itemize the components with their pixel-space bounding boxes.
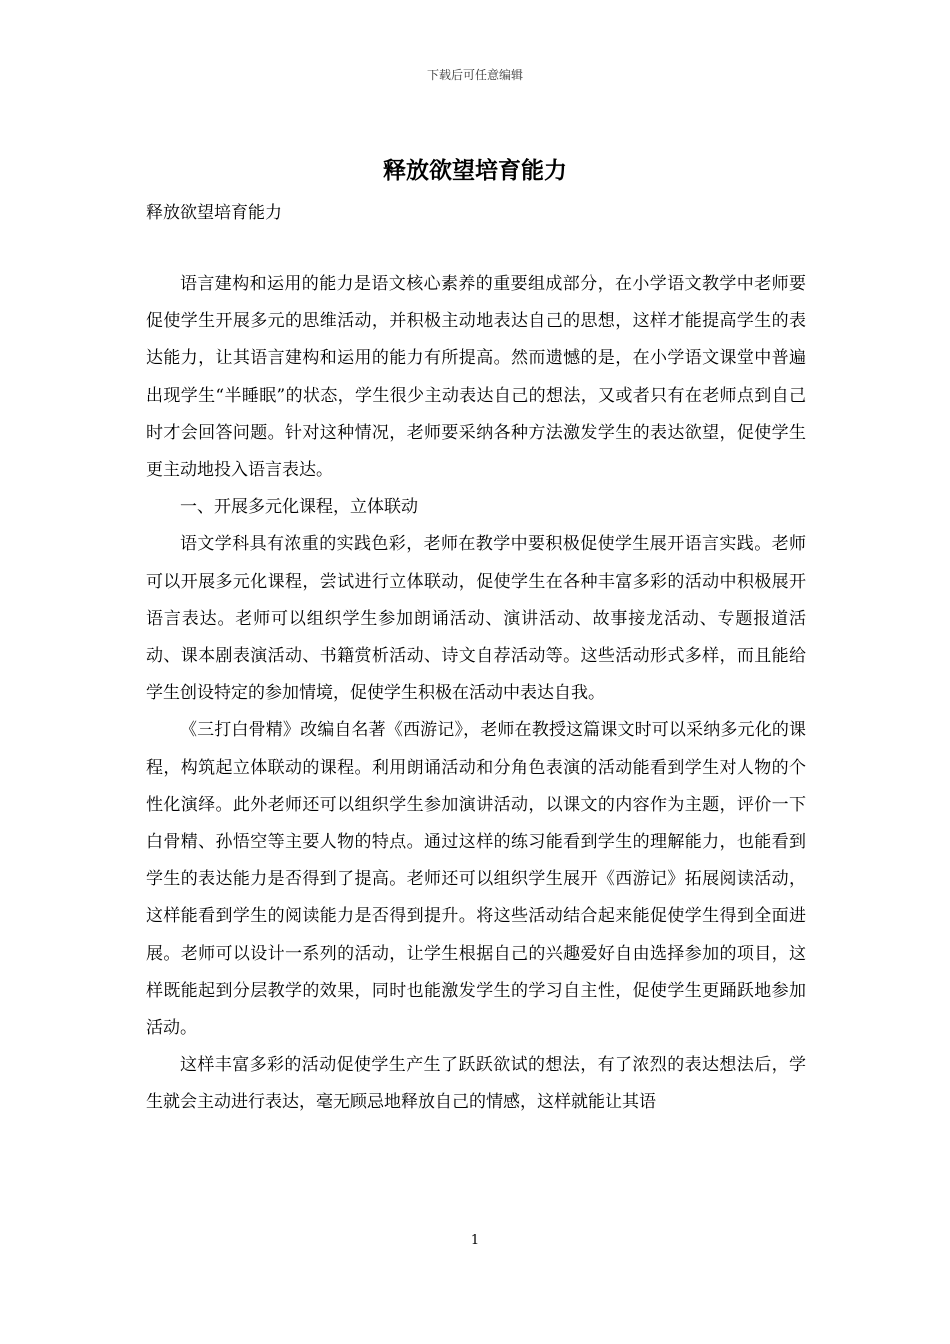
paragraph-effect: 这样丰富多彩的活动促使学生产生了跃跃欲试的想法，有了浓烈的表达想法后，学生就会主动进行表达，毫无顾忌地释放自己的情感，这样就能让其语 xyxy=(146,1055,806,1113)
section-heading: 一、开展多元化课程，立体联动 xyxy=(180,497,418,518)
page-number: 1 xyxy=(470,1233,480,1248)
paragraph-example: 《三打白骨精》改编自名著《西游记》，老师在教授这篇课文时可以采纳多元化的课程，构筑起立体联动的课程。利用朗诵活动和分角色表演的活动能看到学生对人物的个性化演绎。此外老师还可以组织学生参加演讲活动，以课文的内容作为主题，评价一下白骨精、孙悟空等主要人物的特点。通过这样的练习能看到学生的理解能力，也能看到学生的表达能力是否得到了提高。老师还可以组织学生展开《西游记》拓展阅读活动，这样能看到学生的阅读能力是否得到提升。将这些活动结合起来能促使学生得到全面进展。老师可以设计一系列的活动，让学生根据自己的兴趣爱好自由选择参加的项目，这样既能起到分层教学的效果，同时也能激发学生的学习自主性，促使学生更踊跃地参加活动。 xyxy=(146,720,806,1039)
document-body xyxy=(146,266,806,1122)
document-subtitle: 释放欲望培育能力 xyxy=(146,203,282,223)
paragraph-practice: 语文学科具有浓重的实践色彩，老师在教学中要积极促使学生展开语言实践。老师可以开展多元化课程，尝试进行立体联动，促使学生在各种丰富多彩的活动中积极展开语言表达。老师可以组织学生参加朗诵活动、演讲活动、故事接龙活动、专题报道活动、课本剧表演活动、书籍赏析活动、诗文自荐活动等。这些活动形式多样，而且能给学生创设特定的参加情境，促使学生积极在活动中表达自我。 xyxy=(146,534,806,704)
header-note: 下载后可任意编辑 xyxy=(426,68,523,82)
document-title: 释放欲望培育能力 xyxy=(383,157,567,184)
paragraph-intro: 语言建构和运用的能力是语文核心素养的重要组成部分，在小学语文教学中老师要促使学生开展多元的思维活动，并积极主动地表达自己的思想，这样才能提高学生的表达能力，让其语言建构和运用的能力有所提高。然而遗憾的是，在小学语文课堂中普遍出现学生“半睡眠”的状态，学生很少主动表达自己的想法，又或者只有在老师点到自己时才会回答问题。针对这种情况，老师要采纳各种方法激发学生的表达欲望，促使学生更主动地投入语言表达。 xyxy=(146,274,806,481)
